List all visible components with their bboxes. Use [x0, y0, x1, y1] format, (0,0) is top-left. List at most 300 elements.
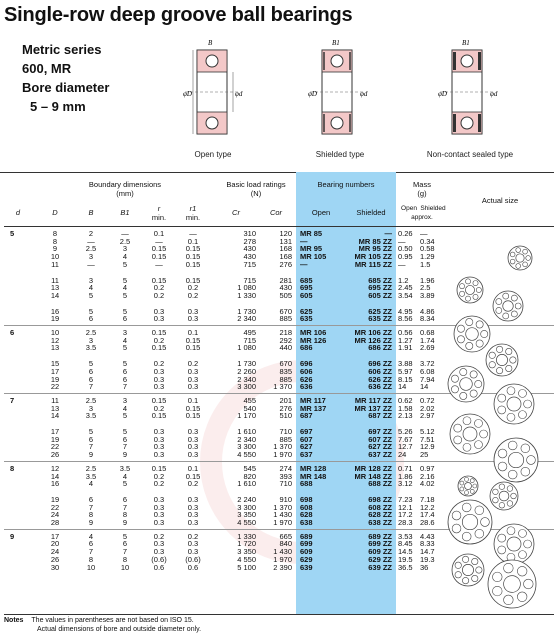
table-cell: 0.3 [187, 518, 199, 527]
table-cell: 6 [88, 374, 94, 384]
table-cell: 1 370 [273, 442, 292, 452]
table-cell: 22 [50, 442, 60, 452]
table-cell: 1 720 [237, 539, 256, 549]
table-cell: 670 [279, 359, 292, 369]
bearing-outline [448, 500, 492, 544]
table-cell: 685 [300, 275, 313, 285]
table-cell: 14 [420, 382, 429, 392]
table-cell: 7 [122, 502, 128, 512]
col-r1-min: min. [185, 213, 201, 222]
diagram-caption: Open type [194, 150, 232, 159]
table-cell: 0.3 [153, 539, 165, 549]
sealed-type-diagram [430, 36, 510, 146]
table-cell: 626 ZZ [368, 374, 392, 384]
table-cell: 0.2 [153, 335, 165, 345]
bearing-outline [448, 366, 484, 402]
table-cell: 3.88 [398, 359, 413, 369]
table-cell: 0.2 [187, 283, 199, 293]
table-cell: 5 100 [237, 562, 256, 572]
table-cell: MR 137 [300, 403, 327, 413]
table-cell: 686 [300, 343, 313, 353]
table-cell: 0.3 [187, 547, 199, 557]
table-cell: 2 340 [237, 434, 256, 444]
table-cell: 885 [279, 314, 292, 324]
table-cell: 11 [51, 275, 59, 285]
table-cell: 820 [243, 471, 256, 481]
table-cell: 0.3 [153, 510, 165, 520]
table-cell: 0.2 [187, 479, 199, 489]
table-cell: 10 [50, 328, 60, 337]
table-cell: 16 [50, 306, 60, 316]
table-cell: 12 [50, 463, 60, 473]
table-cell: 505 [279, 290, 292, 300]
table-cell: 0.3 [187, 510, 199, 520]
table-cell: 0.56 [398, 328, 413, 337]
table-cell: 1.27 [398, 335, 413, 345]
table-cell: 0.26 [398, 229, 413, 238]
table-cell: 2.5 [85, 244, 97, 254]
svg-text:φd: φd [490, 90, 498, 98]
table-cell: 15 [50, 359, 60, 369]
table-cell: — [189, 229, 197, 238]
table-cell: 168 [279, 252, 292, 262]
table-cell: 17.2 [398, 510, 413, 520]
table-cell: 4 [122, 471, 128, 481]
table-cell: 3.72 [420, 359, 435, 369]
table-cell: 715 [243, 335, 256, 345]
table-cell: 0.3 [153, 366, 165, 376]
table-cell: 840 [279, 539, 292, 549]
table-cell: 2.5 [85, 463, 97, 473]
table-top-rule [0, 172, 554, 173]
table-cell: 0.3 [153, 442, 165, 452]
note-1: The values in parentheses are not based on ISO 15. [31, 617, 194, 624]
table-cell: 3.12 [398, 479, 413, 489]
table-cell: 688 [300, 479, 313, 489]
table-cell: 1 370 [273, 502, 292, 512]
table-cell: 4 550 [237, 518, 256, 527]
open-type-diagram [175, 36, 255, 146]
table-cell: 0.15 [185, 343, 201, 353]
table-cell: 5 [88, 306, 94, 316]
table-cell: 0.68 [420, 328, 435, 337]
table-cell: 2 340 [237, 314, 256, 324]
table-cell: 0.1 [187, 328, 199, 337]
boundary-header: Boundary dimensions [88, 180, 162, 189]
table-cell: 6 [88, 539, 94, 549]
table-cell: 1.2 [398, 275, 409, 285]
table-cell: 4.02 [420, 479, 435, 489]
col-cr: Cr [232, 208, 240, 217]
table-cell: MR 126 [300, 335, 327, 345]
table-cell: 609 ZZ [368, 547, 392, 557]
table-cell: 0.15 [151, 395, 167, 405]
table-cell: 3.54 [398, 290, 413, 300]
svg-text:φD: φD [183, 90, 192, 98]
notes [4, 616, 201, 634]
table-cell: 2.5 [119, 236, 131, 246]
table-cell: 8.56 [398, 314, 413, 324]
table-cell: 0.2 [187, 531, 199, 541]
table-cell: 0.6 [187, 562, 199, 572]
table-cell: 608 [300, 502, 313, 512]
svg-text:B: B [208, 39, 213, 47]
table-cell: 3 350 [237, 547, 256, 557]
table-cell: 8 [10, 463, 15, 473]
table-cell: 5 [88, 290, 94, 300]
table-cell: 5 [122, 427, 128, 436]
table-cell: 12.1 [398, 502, 413, 512]
table-cell: 607 [300, 434, 313, 444]
table-cell: 629 ZZ [368, 554, 392, 564]
table-cell: 0.3 [187, 494, 199, 504]
table-cell: 5.12 [420, 427, 435, 436]
table-cell: 430 [243, 244, 256, 254]
table-cell: 4.43 [420, 531, 435, 541]
table-cell: 6 [122, 539, 128, 549]
table-cell: 5 [122, 290, 128, 300]
table-cell: 5 [122, 343, 128, 353]
table-cell: 0.3 [187, 539, 199, 549]
table-cell: 3 [88, 252, 94, 262]
table-cell: 8.45 [398, 539, 413, 549]
table-cell: 607 ZZ [368, 434, 392, 444]
table-cell: 2.16 [420, 471, 435, 481]
table-cell: 7.94 [420, 374, 435, 384]
col-open: Open [311, 208, 331, 217]
table-cell: MR 117 ZZ [354, 395, 392, 405]
svg-text:φD: φD [308, 90, 317, 98]
table-cell: 0.1 [187, 463, 199, 473]
table-cell: 6 [122, 374, 128, 384]
table-cell: 10 [50, 252, 60, 262]
table-cell: 710 [279, 479, 292, 489]
table-cell: 0.1 [187, 395, 199, 405]
table-cell: 8.34 [420, 314, 435, 324]
table-cell: 0.3 [153, 314, 165, 324]
table-cell: 0.15 [151, 244, 167, 254]
table-cell: 606 ZZ [368, 366, 392, 376]
table-cell: 698 [300, 494, 313, 504]
table-cell: — [121, 229, 129, 238]
bearing-outline [454, 316, 490, 352]
bearing-outline [458, 476, 478, 496]
table-cell: 4 [122, 403, 128, 413]
table-cell: 0.3 [153, 434, 165, 444]
bearing-outline [457, 277, 483, 303]
table-cell: 5 [88, 359, 94, 369]
table-cell: 6 [88, 434, 94, 444]
bearing-outline [494, 524, 534, 564]
table-cell: 5 [122, 531, 128, 541]
notes-label: Notes [4, 617, 24, 624]
table-cell: 0.3 [187, 314, 199, 324]
table-cell: 0.2 [153, 290, 165, 300]
table-cell: 6 [10, 328, 15, 337]
table-cell: 0.2 [153, 479, 165, 489]
bearing-outline [486, 344, 518, 376]
table-cell: 0.3 [153, 502, 165, 512]
table-cell: 0.3 [187, 306, 199, 316]
table-cell: 687 ZZ [368, 411, 392, 421]
svg-text:φD: φD [438, 90, 447, 98]
table-cell: 6 [122, 434, 128, 444]
table-cell: 835 [279, 366, 292, 376]
table-cell: 7 [88, 502, 94, 512]
table-cell: 9 [10, 531, 15, 541]
table-cell: 2 260 [237, 366, 256, 376]
table-cell: 697 [300, 427, 313, 436]
table-cell: 430 [279, 283, 292, 293]
table-cell: 274 [279, 463, 292, 473]
series-line: Bore diameter [22, 80, 110, 95]
table-cell: 608 ZZ [368, 502, 392, 512]
table-cell: 8 [88, 554, 94, 564]
table-cell: 0.3 [187, 382, 199, 392]
table-cell: 16 [50, 479, 60, 489]
table-cell: 1 970 [273, 450, 292, 460]
table-cell: 0.58 [420, 244, 435, 254]
table-cell: 3.5 [119, 463, 131, 473]
diagram-caption: Shielded type [315, 150, 365, 159]
table-cell: 8.33 [420, 539, 435, 549]
table-cell: 9 [122, 450, 128, 460]
boundary-unit: (mm) [116, 189, 134, 198]
table-cell: 4 [122, 252, 128, 262]
table-cell: 8 [122, 554, 128, 564]
table-cell: 6 [122, 366, 128, 376]
table-cell: (0.6) [185, 554, 201, 564]
table-cell: 0.72 [420, 395, 435, 405]
table-cell: 545 [243, 463, 256, 473]
table-cell: 9 [52, 244, 58, 254]
table-cell: 1 730 [237, 359, 256, 369]
col-mass-open: Open [401, 205, 417, 212]
table-cell: 2 390 [273, 562, 292, 572]
table-cell: 0.15 [185, 259, 201, 269]
table-cell: 0.15 [151, 328, 167, 337]
table-cell: 605 [300, 290, 313, 300]
table-cell: 14 [50, 411, 60, 421]
table-cell: 5.97 [398, 366, 413, 376]
table-cell: 609 [300, 547, 313, 557]
table-cell: 0.2 [153, 283, 165, 293]
table-cell: 24 [398, 450, 407, 460]
table-cell: 0.15 [185, 244, 201, 254]
note-2: Actual dimensions of bore and outside diameter only. [37, 626, 202, 633]
table-cell: — [87, 259, 95, 269]
table-cell: 276 [279, 259, 292, 269]
bearing-outline [494, 438, 538, 482]
table-cell: 637 [300, 450, 313, 460]
table-cell: 22 [50, 502, 60, 512]
table-cell: 9 [88, 450, 94, 460]
table-cell: 5 [122, 411, 128, 421]
table-cell: 1.29 [420, 252, 435, 262]
table-cell: 19 [50, 374, 60, 384]
table-cell: 6 [88, 494, 94, 504]
table-cell: 13 [50, 403, 60, 413]
series-info [22, 40, 109, 116]
table-cell: 0.15 [151, 275, 167, 285]
table-cell: MR 128 ZZ [354, 463, 392, 473]
table-cell: 6 [122, 494, 128, 504]
svg-text:B1: B1 [462, 39, 470, 47]
table-cell: 7 [122, 442, 128, 452]
table-cell: 1.91 [398, 343, 413, 353]
table-cell: 4 [122, 335, 128, 345]
table-cell: 606 [300, 366, 313, 376]
table-cell: 7 [88, 382, 94, 392]
table-cell: 440 [279, 343, 292, 353]
table-cell: 689 [300, 531, 313, 541]
table-cell: 25 [420, 450, 429, 460]
table-cell: 1 730 [237, 306, 256, 316]
table-cell: 695 ZZ [368, 283, 392, 293]
table-cell: 19 [50, 434, 60, 444]
table-cell: 0.15 [151, 463, 167, 473]
table-cell: 510 [279, 411, 292, 421]
table-cell: 635 [300, 314, 313, 324]
table-cell: 0.2 [153, 403, 165, 413]
table-cell: 4 [122, 283, 128, 293]
table-cell: 24 [50, 510, 60, 520]
table-cell: 638 [300, 518, 313, 527]
table-cell: — [398, 236, 406, 246]
table-cell: 0.3 [187, 434, 199, 444]
table-cell: 3.89 [420, 290, 435, 300]
table-cell: 0.3 [187, 366, 199, 376]
table-cell: 696 [300, 359, 313, 369]
table-cell: 278 [243, 236, 256, 246]
svg-text:φd: φd [360, 90, 368, 98]
table-cell: 0.15 [151, 411, 167, 421]
table-cell: 7.23 [398, 494, 413, 504]
table-cell: 697 ZZ [368, 427, 392, 436]
table-cell: 12.9 [420, 442, 435, 452]
table-cell: 1 330 [237, 531, 256, 541]
table-cell: 4 [88, 531, 94, 541]
table-cell: 686 ZZ [368, 343, 392, 353]
table-cell: 4 [88, 283, 94, 293]
table-cell: MR 95 ZZ [358, 244, 392, 254]
table-cell: 628 [300, 510, 313, 520]
table-cell: 0.2 [153, 531, 165, 541]
mass-unit: (g) [417, 189, 427, 198]
table-cell: 4 [88, 479, 94, 489]
col-mass-approx: approx. [411, 214, 433, 221]
table-cell: 0.3 [153, 494, 165, 504]
table-cell: 689 ZZ [368, 531, 392, 541]
table-cell: 1 080 [237, 283, 256, 293]
table-cell: 13 [50, 283, 60, 293]
table-cell: — [300, 236, 308, 246]
table-cell: 12.2 [420, 502, 435, 512]
table-cell: 637 ZZ [368, 450, 392, 460]
table-bottom-rule [4, 614, 554, 615]
table-cell: 0.3 [187, 374, 199, 384]
table-cell: 1 170 [237, 411, 256, 421]
table-cell: 0.2 [187, 359, 199, 369]
table-cell: 8 [52, 236, 58, 246]
table-cell: MR 115 ZZ [354, 259, 392, 269]
table-cell: 639 ZZ [368, 562, 392, 572]
table-cell: 1 970 [273, 554, 292, 564]
table-cell: 17 [50, 427, 60, 436]
table-cell: 168 [279, 244, 292, 254]
table-cell: MR 106 [300, 328, 327, 337]
table-cell: 3 [88, 335, 94, 345]
table-cell: 19 [50, 494, 60, 504]
table-cell: 3.5 [85, 411, 97, 421]
table-cell: 3.5 [85, 471, 97, 481]
table-cell: 393 [279, 471, 292, 481]
table-cell: 14 [50, 471, 60, 481]
load-unit: (N) [250, 189, 262, 198]
table-cell: 0.3 [187, 502, 199, 512]
table-cell: (0.6) [151, 554, 167, 564]
table-cell: MR 128 [300, 463, 327, 473]
table-cell: 1 330 [237, 290, 256, 300]
table-cell: 310 [243, 229, 256, 238]
table-cell: — [155, 259, 163, 269]
table-cell: 6 [122, 314, 128, 324]
table-cell: 625 ZZ [368, 306, 392, 316]
table-cell: 540 [243, 403, 256, 413]
table-cell: 28.6 [420, 518, 435, 527]
table-cell: 0.34 [420, 236, 435, 246]
table-cell: 0.15 [185, 411, 201, 421]
table-cell: 36 [420, 562, 429, 572]
table-cell: 218 [279, 328, 292, 337]
table-cell: 3 300 [237, 442, 256, 452]
col-r1: r1 [189, 204, 197, 213]
table-cell: 3 350 [237, 510, 256, 520]
series-line: 5 – 9 mm [30, 99, 86, 114]
table-cell: 629 [300, 554, 313, 564]
bearing-outline [450, 414, 490, 454]
table-cell: 10 [120, 562, 130, 572]
table-cell: 665 [279, 531, 292, 541]
table-cell: — [420, 229, 428, 238]
table-cell: 28.3 [398, 518, 413, 527]
table-cell: 0.1 [187, 236, 199, 246]
table-cell: 1.74 [420, 335, 435, 345]
table-cell: MR 85 ZZ [358, 236, 392, 246]
table-cell: 4 550 [237, 450, 256, 460]
shielded-type-diagram [300, 36, 380, 146]
table-cell: MR 95 [300, 244, 323, 254]
table-cell: 699 ZZ [368, 539, 392, 549]
table-cell: 2.5 [85, 328, 97, 337]
table-cell: 7 [122, 382, 128, 392]
table-cell: MR 148 ZZ [354, 471, 392, 481]
table-cell: 6 [88, 314, 94, 324]
table-cell: 14.7 [420, 547, 435, 557]
table-cell: 0.3 [153, 374, 165, 384]
table-cell: 19.5 [398, 554, 413, 564]
actual-size-header: Actual size [481, 196, 519, 205]
table-cell: 430 [243, 252, 256, 262]
table-cell: 495 [243, 328, 256, 337]
table-cell: 5 [122, 479, 128, 489]
table-cell: 17.4 [420, 510, 435, 520]
table-cell: 7 [88, 547, 94, 557]
table-cell: 7 [122, 547, 128, 557]
table-cell: 1 080 [237, 343, 256, 353]
table-cell: 26 [50, 554, 60, 564]
table-cell: 625 [300, 306, 313, 316]
